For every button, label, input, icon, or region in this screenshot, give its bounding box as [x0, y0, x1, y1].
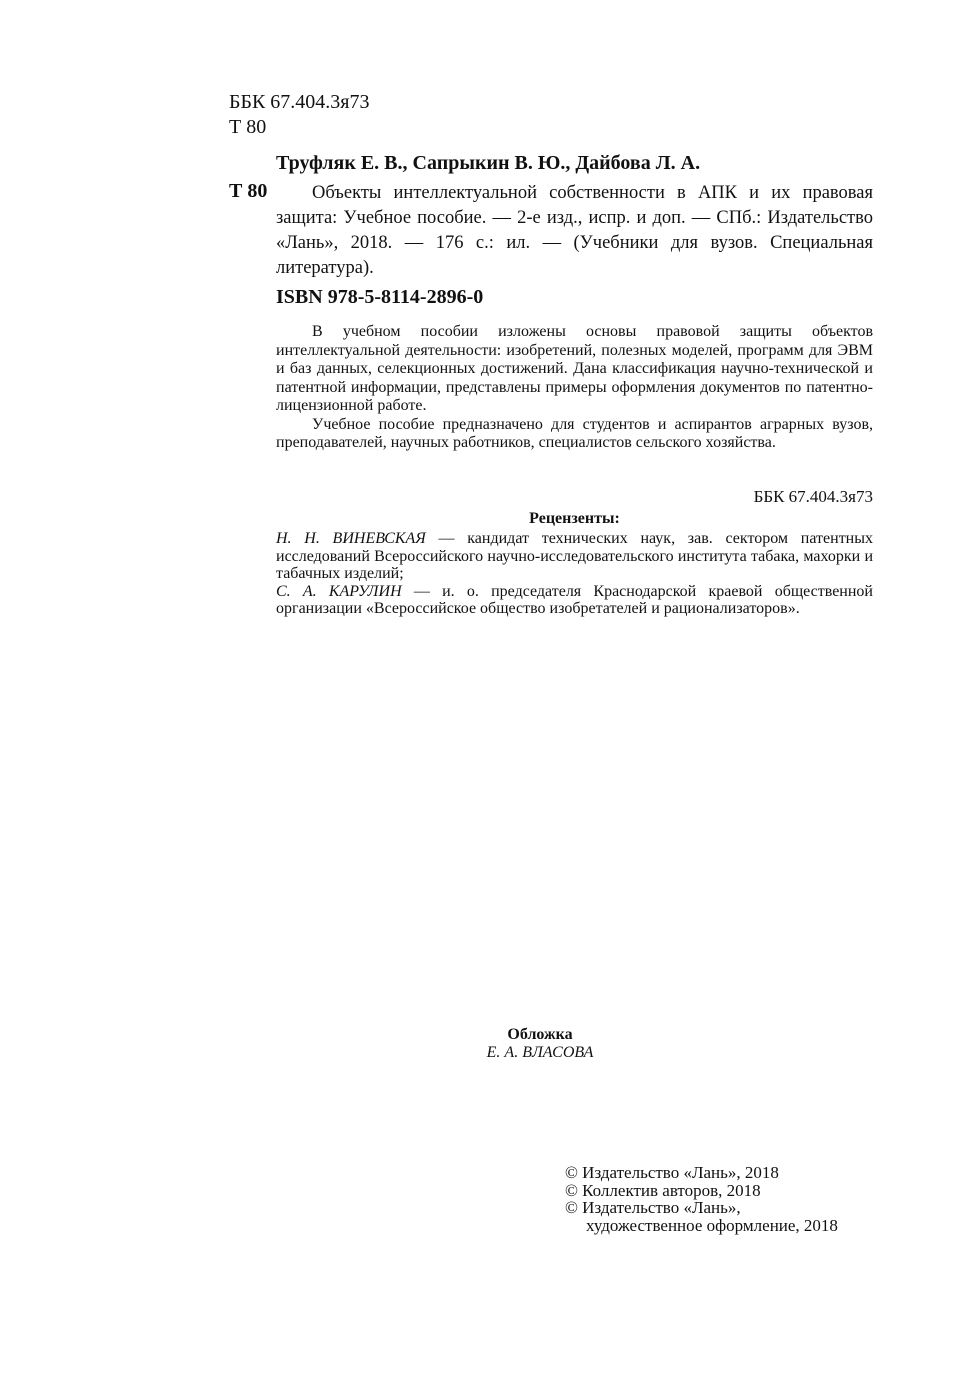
bibliographic-description: Объекты интеллектуальной собственности в АПК и их правовая защита: Учебное пособие. — 2-е изд., испр. и доп. — СПб.: Издательство «Лань», 2018. — 176 с.: ил. — (Учебники для вузов. Специальная литература).	[276, 183, 873, 278]
reviewer-description: — и. о. председателя Краснодарской краевой общественной организации «Всероссийское общество изобретателей и рационализаторов».	[276, 582, 873, 617]
copyright-line: © Издательство «Лань»,	[565, 1198, 741, 1217]
copyright-line: художественное оформление, 2018	[586, 1215, 838, 1235]
reviewers-heading: Рецензенты:	[529, 510, 620, 527]
annotation-paragraph: В учебном пособии изложены основы правовой защиты объектов интеллектуальной деятельности: изобретений, полезных моделей, программ для ЭВМ и баз данных, селекционных достижений. Дана классификация научно-технической и патентной информации, представлены примеры оформления документов по патентно-лицензионной работе.	[276, 323, 873, 414]
copyright-line: © Издательство «Лань», 2018	[565, 1163, 779, 1182]
reviewer-name: Н. Н. ВИНЕВСКАЯ	[276, 530, 426, 547]
author-mark-top: Т 80	[229, 116, 267, 138]
cover-designer: Е. А. ВЛАСОВА	[486, 1044, 594, 1061]
annotation-paragraph: Учебное пособие предназначено для студентов и аспирантов аграрных вузов, преподавателей, научных работников, специалистов сельского хозяйства.	[276, 415, 873, 451]
bbk-code-top	[229, 90, 370, 140]
copyright-block	[565, 1164, 838, 1234]
isbn: ISBN 978-5-8114-2896-0	[276, 286, 484, 308]
reviewer-entry	[276, 583, 873, 618]
bbk-code-right: ББК 67.404.3я73	[753, 487, 873, 506]
reviewer-entry	[276, 530, 873, 583]
annotation	[276, 323, 873, 453]
copyright-line: © Коллектив авторов, 2018	[565, 1180, 761, 1200]
author-mark-bold: Т 80	[229, 180, 268, 202]
cover-label: Обложка	[507, 1026, 573, 1043]
reviewer-name: С. А. КАРУЛИН	[276, 582, 402, 600]
authors: Труфляк Е. В., Сапрыкин В. Ю., Дайбова Л. А.	[276, 152, 701, 174]
reviewer-description: — кандидат технических наук, зав. сектором патентных исследований Всероссийского научно-исследовательского института табака, махорки и табачных изделий;	[276, 530, 873, 582]
bbk-index: ББК 67.404.3я73	[229, 91, 370, 113]
reviewers-list	[276, 530, 873, 618]
